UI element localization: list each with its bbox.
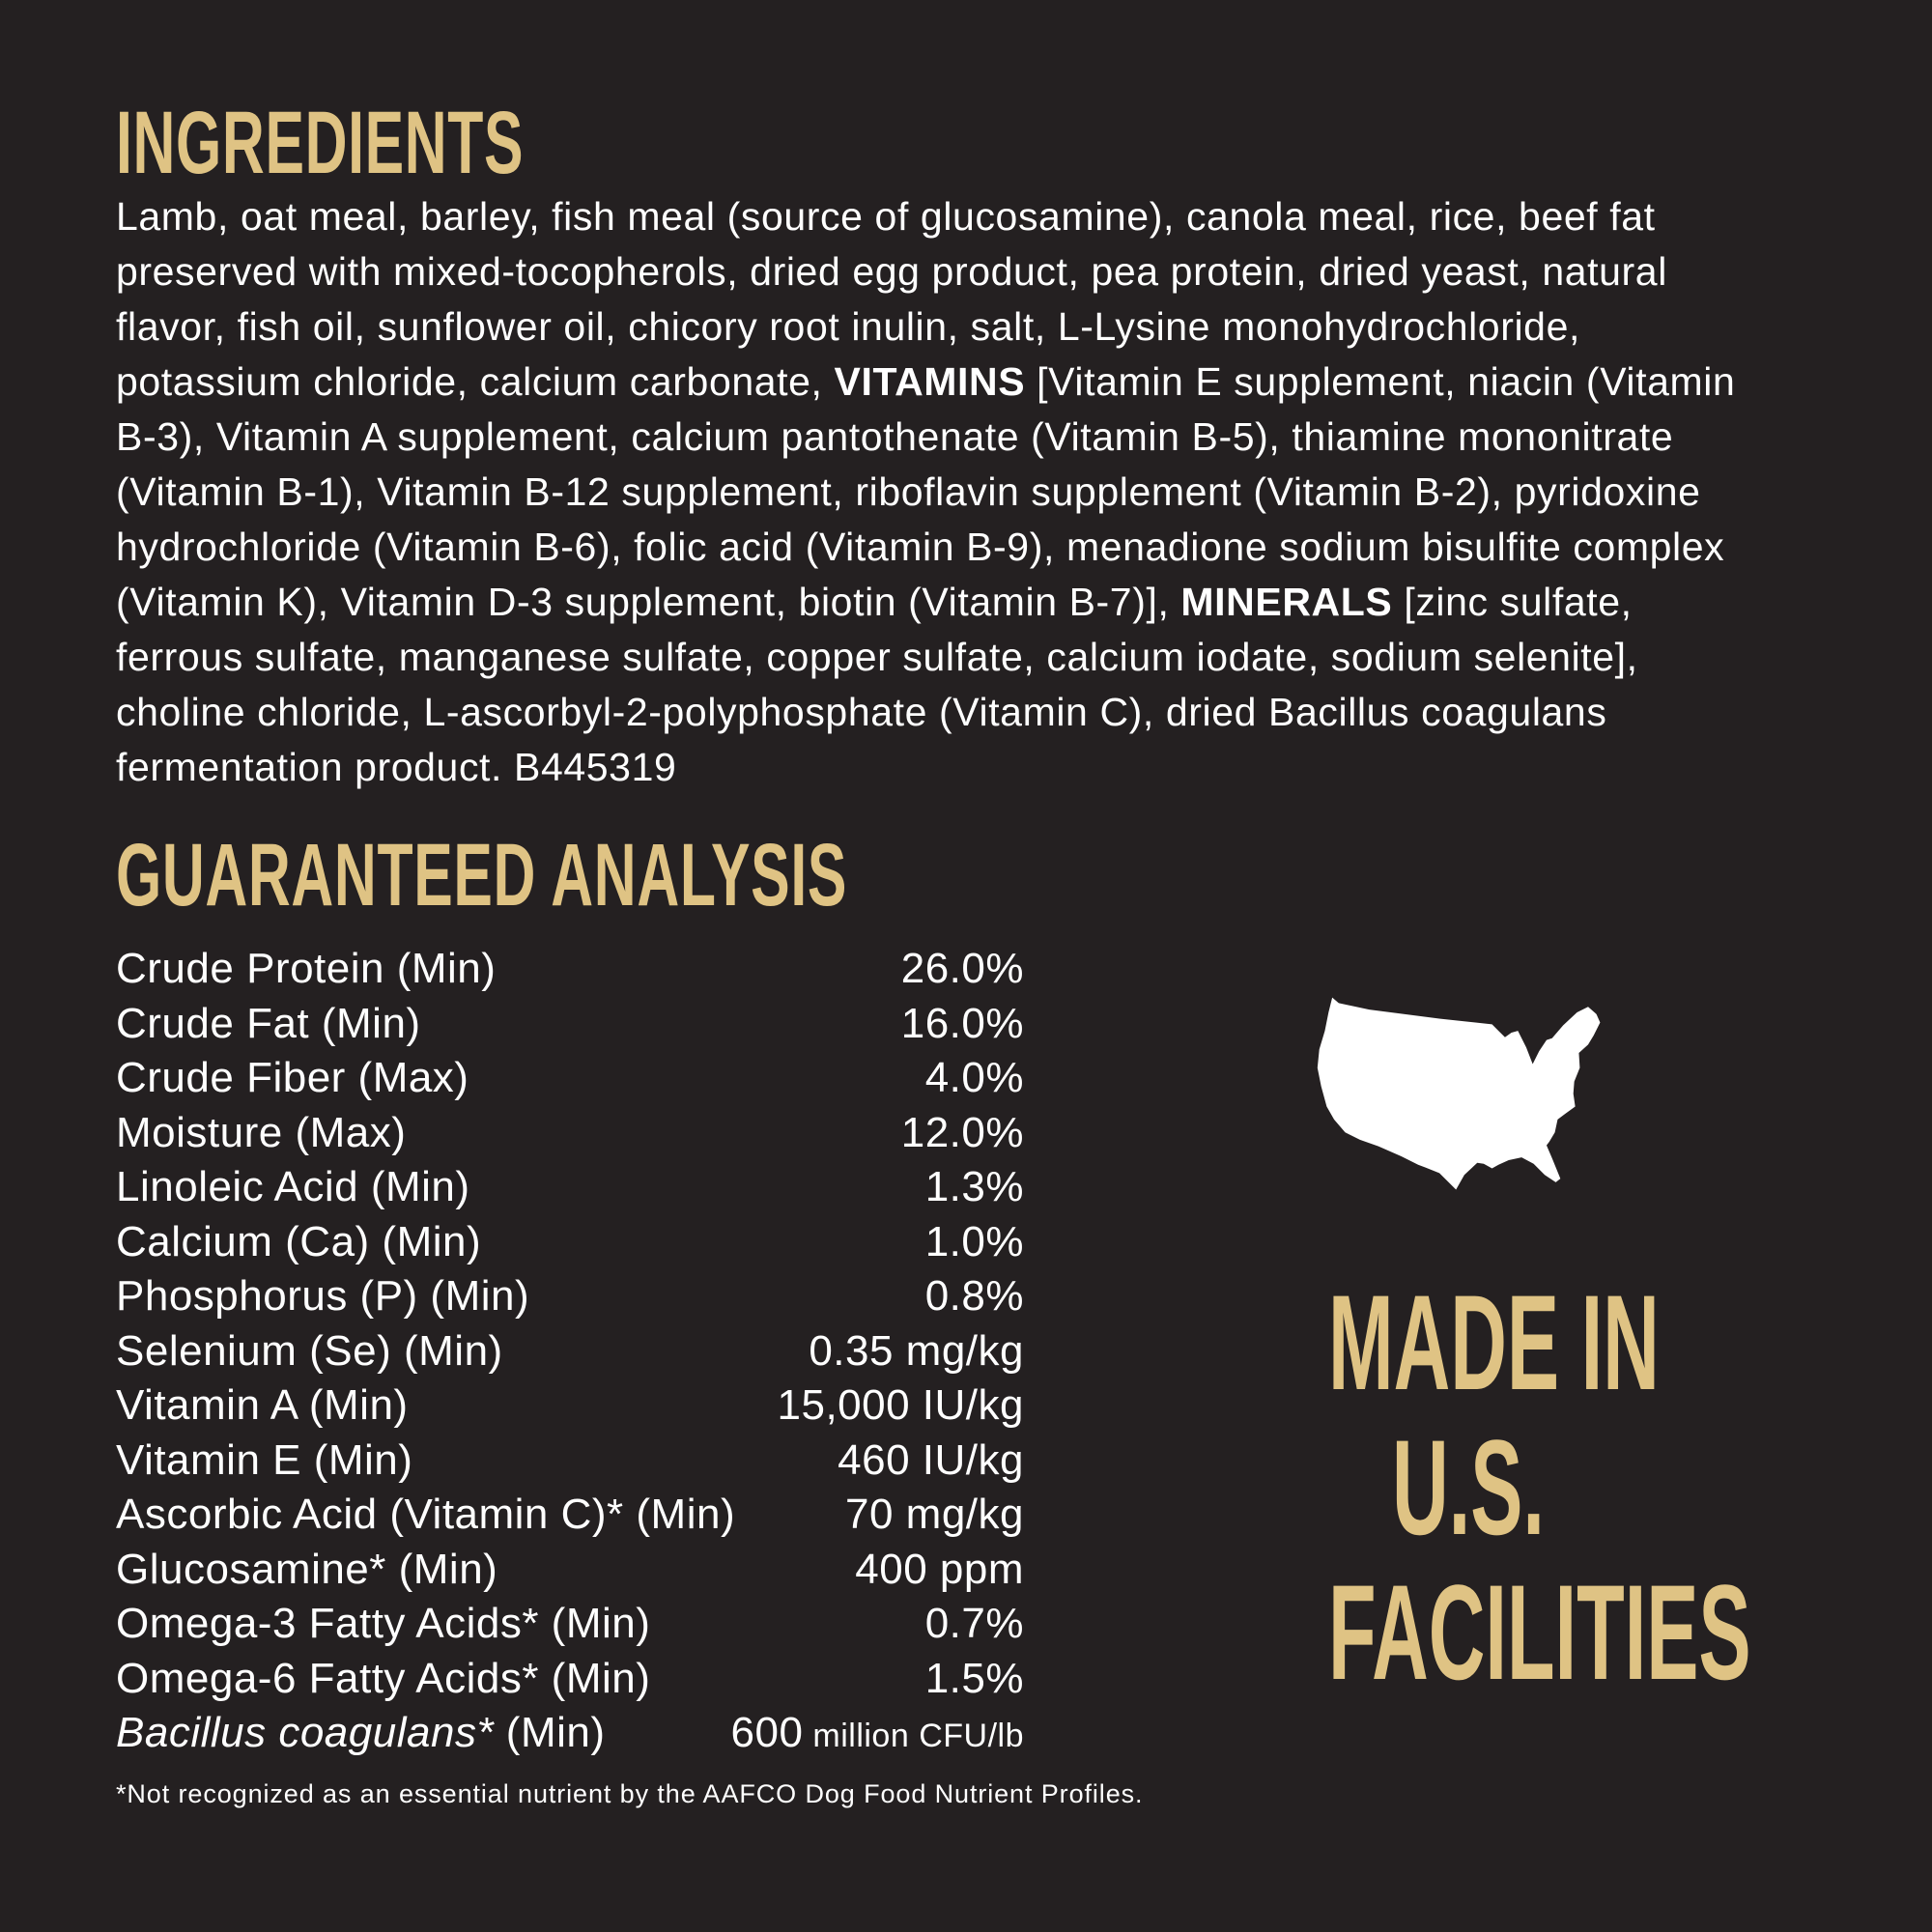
analysis-row	[116, 1543, 1024, 1598]
analysis-row-label: Crude Fat (Min)	[116, 999, 421, 1047]
made-in-line: U.S.	[1392, 1411, 1545, 1563]
analysis-row-label: Crude Protein (Min)	[116, 945, 497, 992]
analysis-row-value: 12.0%	[900, 1108, 1024, 1156]
ingredients-segment: Lamb, oat meal, barley, fish meal (source of glucosamine), canola meal, rice, beef fat preserved with mixed-tocopherols, dried egg product, pea protein, dried yeast, natural flavor, fish oil, sunflower oil, chicory root inulin, salt, L-Lysine monohydrochloride, potassium chloride, calcium carbonate,	[116, 194, 1667, 404]
analysis-row-label: Calcium (Ca) (Min)	[116, 1217, 482, 1265]
analysis-row	[116, 1488, 1024, 1543]
analysis-row-label: Ascorbic Acid (Vitamin C)* (Min)	[116, 1491, 736, 1538]
analysis-row	[116, 1215, 1024, 1270]
analysis-row-label: Moisture (Max)	[116, 1108, 407, 1156]
made-in-text	[1328, 1266, 1751, 1708]
analysis-row-value: 460 IU/kg	[838, 1435, 1024, 1484]
analysis-row-label: Omega-3 Fatty Acids* (Min)	[116, 1600, 651, 1647]
analysis-row	[116, 942, 1024, 997]
analysis-row	[116, 1051, 1024, 1106]
analysis-row	[116, 1597, 1024, 1652]
analysis-row-value: 70 mg/kg	[845, 1491, 1024, 1538]
analysis-row-value: 600 million CFU/lb	[730, 1709, 1024, 1756]
ingredients-segment: [zinc sulfate, ferrous sulfate, manganese sulfate, copper sulfate, calcium iodate, sodium selenite], choline chloride, L-ascorbyl-2-polyphosphate (Vitamin C), dried Bacillus coagulans fermentation product. B445319	[116, 580, 1638, 789]
analysis-row-value: 4.0%	[924, 1054, 1024, 1101]
analysis-row	[116, 1378, 1024, 1434]
aafco-footnote: *Not recognized as an essential nutrient by the AAFCO Dog Food Nutrient Profiles.	[116, 1779, 1144, 1808]
analysis-row-label: Phosphorus (P) (Min)	[116, 1272, 530, 1320]
analysis-row-value: 15,000 IU/kg	[777, 1381, 1024, 1429]
analysis-row-value: 0.35 mg/kg	[809, 1326, 1024, 1375]
ingredients-segment: [Vitamin E supplement, niacin (Vitamin B-3), Vitamin A supplement, calcium pantothenate (Vitamin B-5), thiamine mononitrate (Vitamin B-1), Vitamin B-12 supplement, riboflavin supplement (Vitamin B-2), pyridoxine hydrochloride (Vitamin B-6), folic acid (Vitamin B-9), menadione sodium bisulfite complex (Vitamin K), Vitamin D-3 supplement, biotin (Vitamin B-7)],	[116, 359, 1736, 624]
ingredients-group-label: VITAMINS	[834, 359, 1026, 404]
analysis-row	[116, 1324, 1024, 1379]
analysis-row-value: 26.0%	[900, 945, 1024, 992]
analysis-row	[116, 1706, 1024, 1764]
analysis-row-value: 1.5%	[924, 1654, 1024, 1702]
analysis-row-label: Selenium (Se) (Min)	[116, 1326, 503, 1375]
made-in-line: FACILITIES	[1328, 1556, 1751, 1708]
analysis-row-value: 1.0%	[924, 1217, 1024, 1265]
ingredients-text	[116, 189, 1763, 795]
analysis-row-value: 400 ppm	[855, 1545, 1024, 1593]
analysis-row-value: 1.3%	[924, 1163, 1024, 1210]
analysis-table	[116, 942, 1024, 1764]
analysis-row	[116, 1269, 1024, 1324]
analysis-row	[116, 997, 1024, 1052]
analysis-row-label: Crude Fiber (Max)	[116, 1054, 469, 1101]
analysis-row-value: 16.0%	[900, 999, 1024, 1047]
analysis-row-value: 0.8%	[924, 1272, 1024, 1320]
made-in-line: MADE IN	[1328, 1266, 1660, 1418]
analysis-row	[116, 1652, 1024, 1707]
analysis-row	[116, 1160, 1024, 1215]
analysis-row-label: Vitamin A (Min)	[116, 1381, 409, 1429]
analysis-row	[116, 1106, 1024, 1161]
usa-map-icon	[1314, 987, 1609, 1204]
analysis-row-label: Bacillus coagulans* (Min)	[116, 1709, 606, 1756]
analysis-row	[116, 1434, 1024, 1489]
analysis-row-label: Vitamin E (Min)	[116, 1435, 413, 1484]
ingredients-heading: INGREDIENTS	[116, 94, 525, 192]
analysis-row-label: Linoleic Acid (Min)	[116, 1163, 470, 1210]
analysis-row-label: Glucosamine* (Min)	[116, 1545, 498, 1593]
analysis-row-value: 0.7%	[924, 1600, 1024, 1647]
analysis-row-label: Omega-6 Fatty Acids* (Min)	[116, 1654, 651, 1702]
ingredients-group-label: MINERALS	[1180, 580, 1393, 624]
guaranteed-analysis-heading: GUARANTEED ANALYSIS	[116, 826, 848, 924]
